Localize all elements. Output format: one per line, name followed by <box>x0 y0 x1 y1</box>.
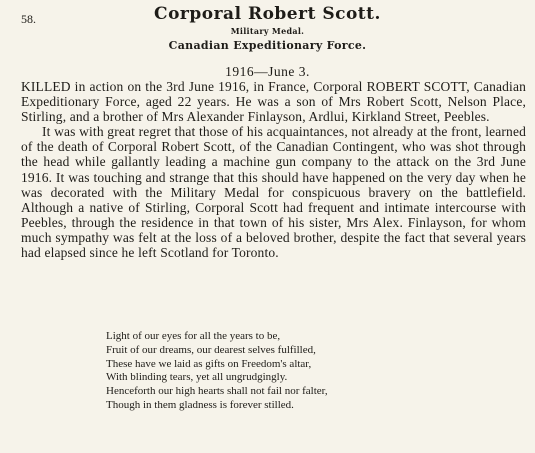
decoration-subtitle: Military Medal. <box>230 26 305 36</box>
poem <box>106 330 328 413</box>
page-title: Corporal Robert Scott. <box>154 4 381 24</box>
event-date: 1916—June 3. <box>225 64 310 79</box>
poem-line: With blinding tears, yet all ungrudgingly. <box>106 371 288 384</box>
body-text <box>21 79 526 260</box>
unit-subtitle: Canadian Expeditionary Force. <box>168 39 367 52</box>
poem-line: Light of our eyes for all the years to be, <box>106 330 281 342</box>
paragraph-obituary: KILLED in action on the 3rd June 1916, in France, Corporal ROBERT SCOTT, Canadian Expeditionary Force, aged 22 years. He was a son of Mrs Robert Scott, Nelson Place, Stirling, and a brother of Mrs Alexander Finlayson, Ardlui, Kirkland Street, Peebles. <box>21 79 526 125</box>
page-number: 58. <box>21 12 36 26</box>
poem-line: Henceforth our high hearts shall not fail nor falter, <box>106 385 328 398</box>
poem-line: Though in them gladness is forever stilled. <box>106 398 294 411</box>
paragraph-tribute: It was with great regret that those of his acquaintances, not already at the front, learned of the death of Corporal Robert Scott, of the Canadian Contingent, who was shot through the head while gallantly leading a machine gun company to the attack on the 3rd June 1916. It was touching and strange that this should have happened on the very day when he was decorated with the Military Medal for conspicuous bravery on the battlefield. Although a native of Stirling, Corporal Scott had frequent and intimate intercourse with Peebles, through the residence in that town of his sister, Mrs Alex. Finlayson, for whom much sympathy was felt at the loss of a beloved brother, despite the fact that several years had elapsed since he left Scotland for Toronto. <box>21 124 526 261</box>
poem-line: These have we laid as gifts on Freedom's altar, <box>106 357 312 370</box>
poem-line: Fruit of our dreams, our dearest selves fulfilled, <box>106 343 316 356</box>
